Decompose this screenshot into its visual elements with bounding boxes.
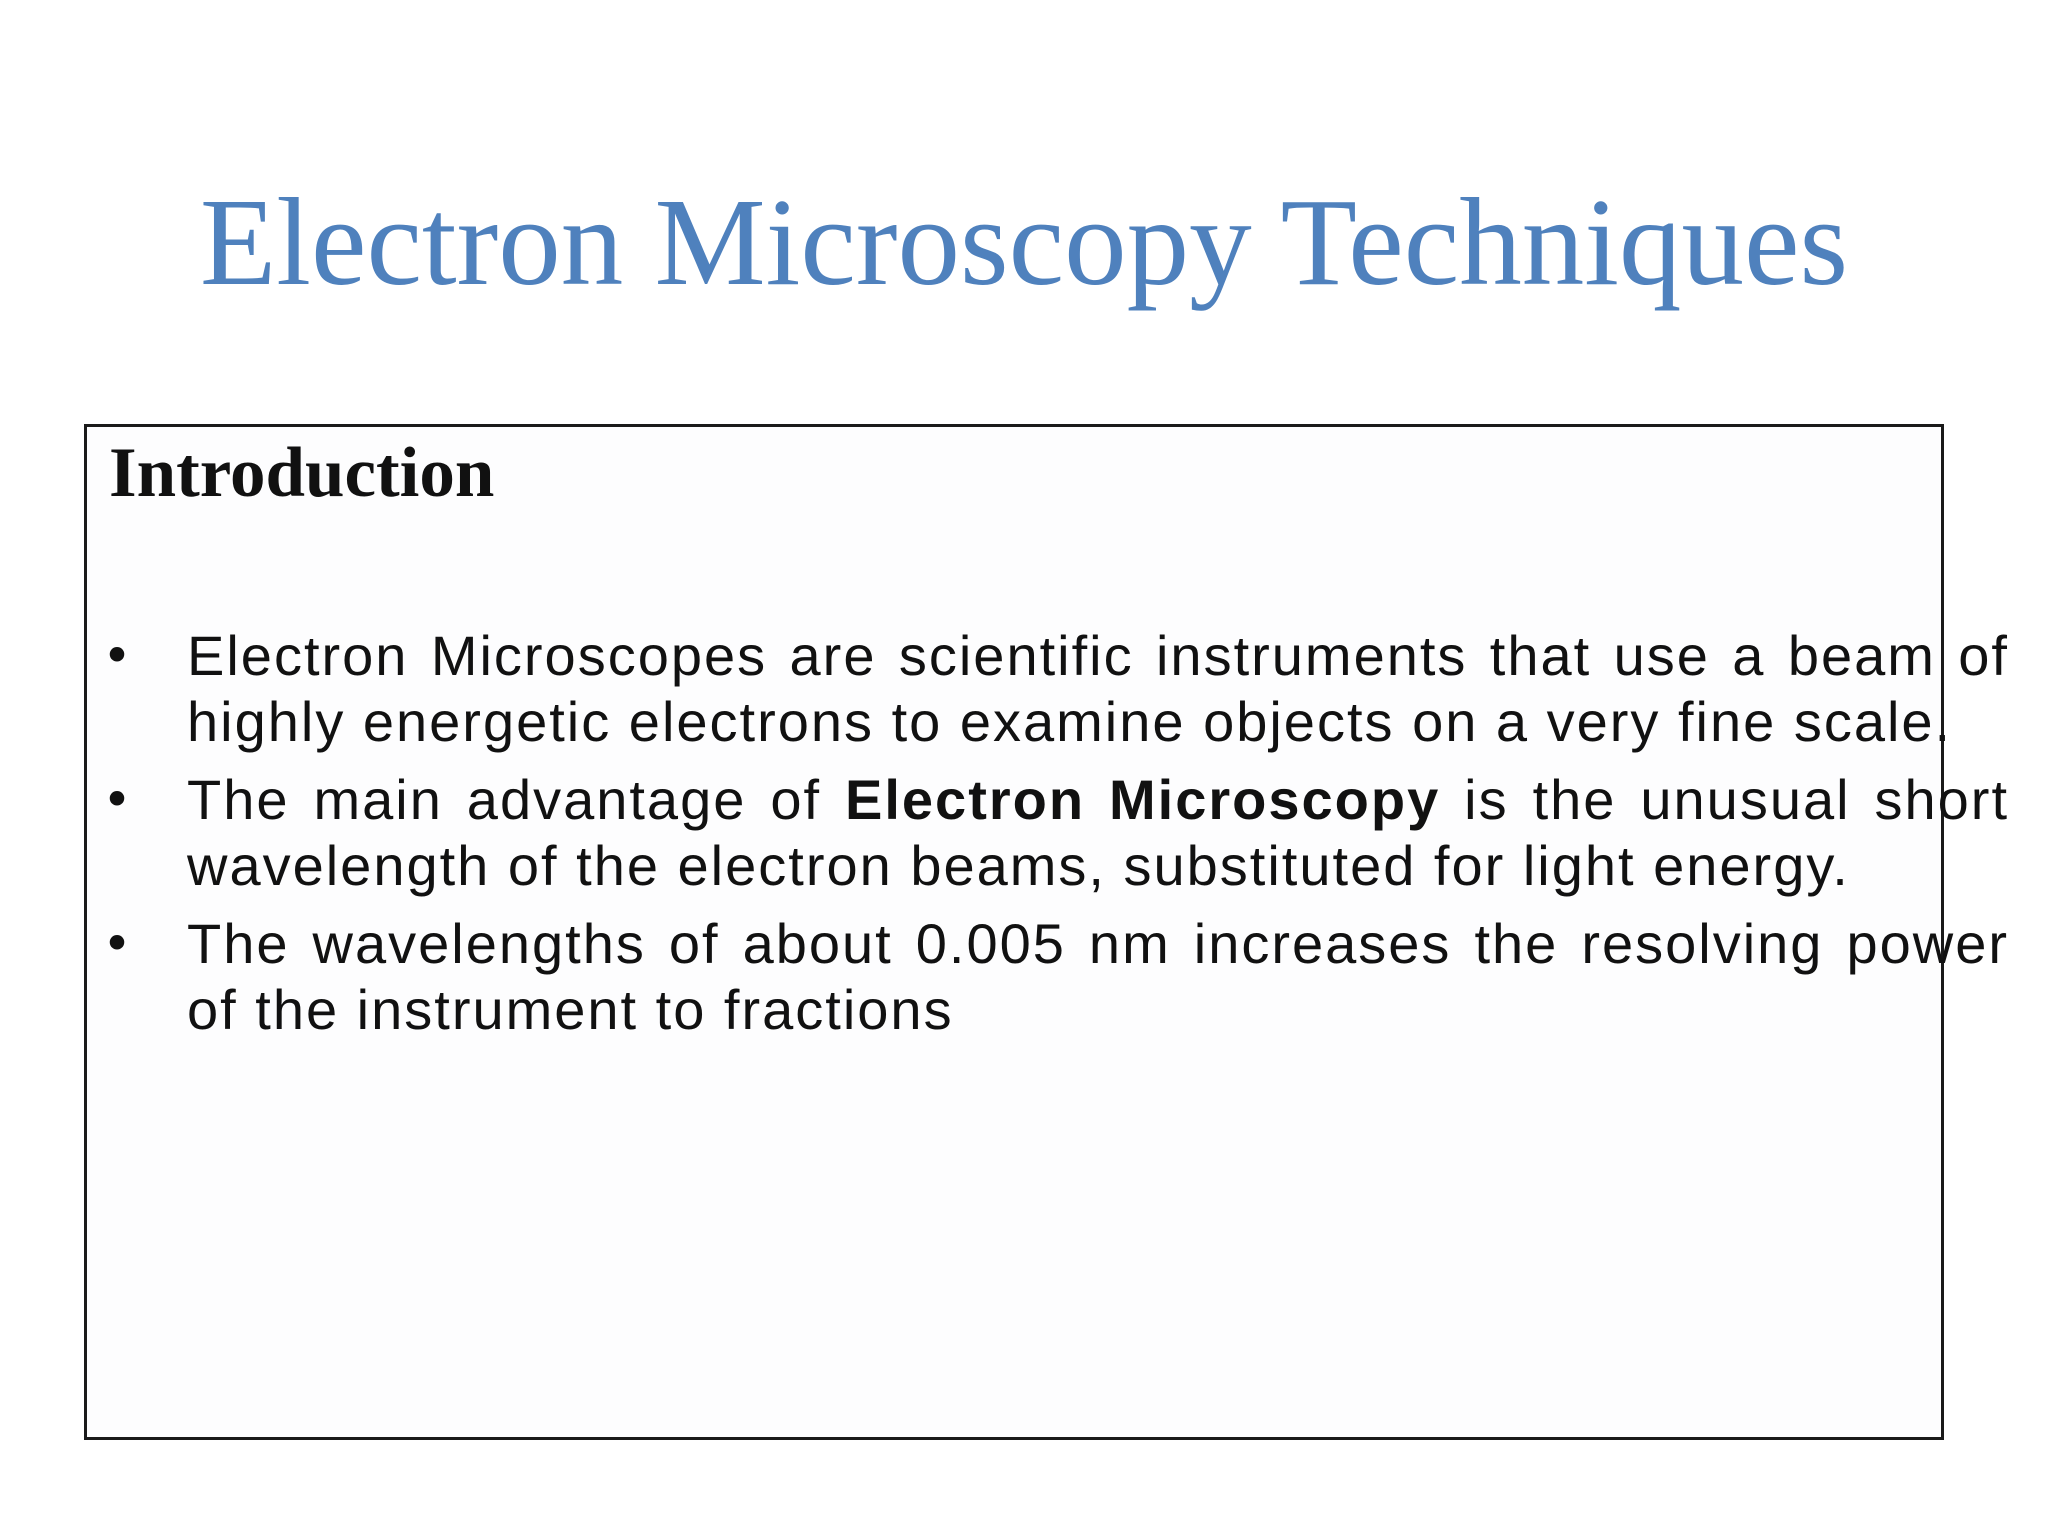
section-heading: Introduction: [109, 434, 495, 512]
bullet-text: The wavelengths of about 0.005 nm increases the resolving power of the instrument to fractions: [187, 912, 2009, 1041]
bullet-text: Electron Microscopes are scientific instruments that use a beam of highly energetic electrons to examine objects on a very fine scale.: [187, 624, 2009, 753]
bullet-icon: •: [102, 627, 132, 685]
bullet-text-emphasis: Electron Microscopy: [845, 768, 1441, 831]
bullet-icon: •: [102, 771, 132, 829]
bullet-item: [102, 767, 2010, 899]
content-box: [84, 424, 2010, 1440]
bullet-list: [102, 623, 2010, 1055]
bullet-item: [102, 623, 2009, 755]
bullet-item: [102, 911, 2009, 1043]
bullet-text: [187, 767, 2009, 899]
slide-title: Electron Microscopy Techniques: [199, 174, 1849, 312]
bullet-icon: •: [102, 915, 132, 973]
bullet-text-prefix: The main advantage of: [187, 768, 845, 831]
bullet-text-suffix: is the unusual short wavelength of the electron beams, substituted for light energy.: [187, 768, 2010, 897]
